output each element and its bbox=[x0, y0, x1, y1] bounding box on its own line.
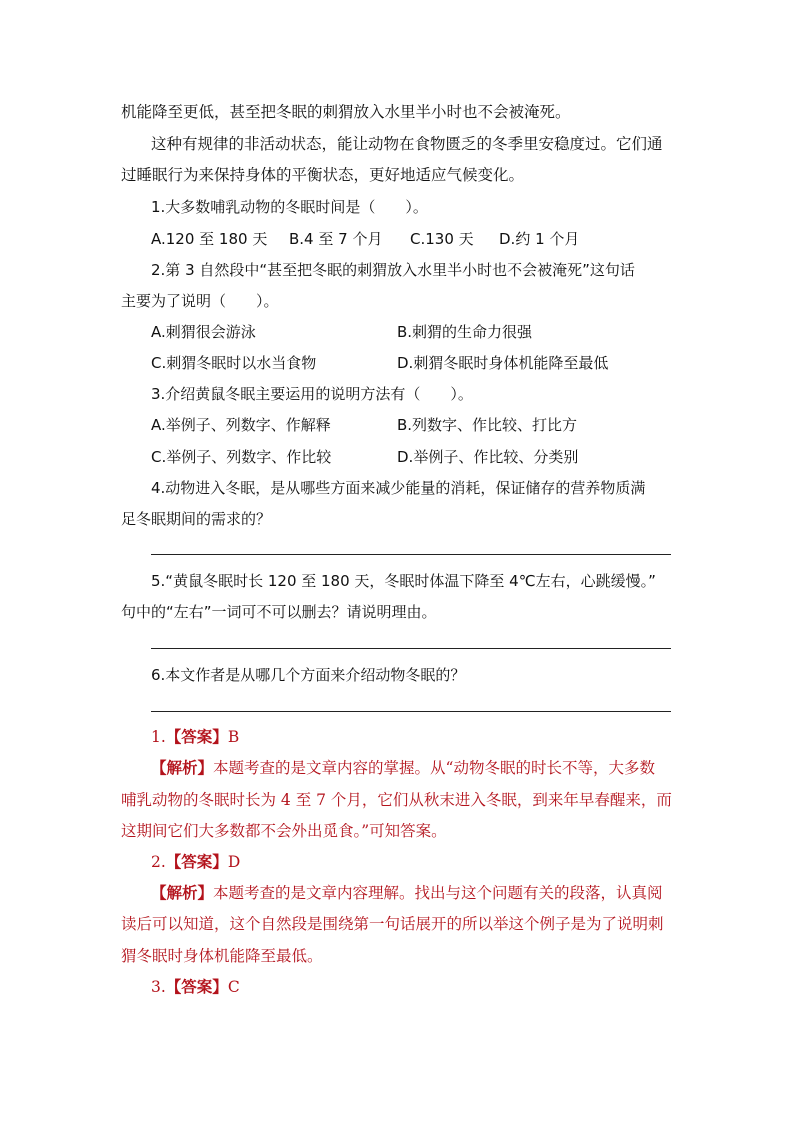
question-3-option-d[interactable]: D.举例子、作比较、分类别 bbox=[397, 448, 579, 466]
passage-paragraph-line: 这种有规律的非活动状态，能让动物在食物匮乏的冬季里安稳度过。它们通 bbox=[151, 135, 663, 153]
question-1-stem: 1.大多数哺乳动物的冬眠时间是（ ）。 bbox=[151, 198, 428, 216]
answer-2-analysis-label: 【解析】 bbox=[151, 884, 214, 902]
answer-1-analysis-line: 哺乳动物的冬眠时长为 4 至 7 个月，它们从秋末进入冬眠，到来年早春醒来，而 bbox=[121, 791, 672, 809]
answer-2-value: D bbox=[227, 853, 241, 871]
answer-3-label: 【答案】 bbox=[165, 978, 228, 996]
answer-2-label: 【答案】 bbox=[165, 853, 228, 871]
answer-1-analysis-line: 这期间它们大多数都不会外出觅食。”可知答案。 bbox=[121, 822, 447, 840]
answer-3-value: C bbox=[227, 978, 240, 996]
passage-paragraph-line: 过睡眠行为来保持身体的平衡状态，更好地适应气候变化。 bbox=[121, 166, 525, 184]
question-3-option-c[interactable]: C.举例子、列数字、作比较 bbox=[151, 448, 332, 466]
question-2-option-c[interactable]: C.刺猬冬眠时以水当食物 bbox=[151, 354, 317, 372]
question-2-stem-cont: 主要为了说明（ ）。 bbox=[121, 292, 279, 310]
answer-2 bbox=[151, 851, 240, 873]
question-4-stem: 4.动物进入冬眠，是从哪些方面来减少能量的消耗，保证储存的营养物质满 bbox=[151, 479, 646, 497]
answer-3-number: 3. bbox=[151, 978, 166, 996]
question-2-option-a[interactable]: A.刺猬很会游泳 bbox=[151, 323, 256, 341]
answer-3 bbox=[151, 976, 240, 998]
question-2-option-d[interactable]: D.刺猬冬眠时身体机能降至最低 bbox=[397, 354, 609, 372]
question-2-option-b[interactable]: B.刺猬的生命力很强 bbox=[397, 323, 533, 341]
answer-2-analysis bbox=[151, 882, 663, 904]
question-4-stem-cont: 足冬眠期间的需求的？ bbox=[121, 510, 272, 528]
answer-1-value: B bbox=[227, 728, 240, 746]
question-4-answer-line[interactable] bbox=[151, 554, 671, 555]
answer-1-analysis-label: 【解析】 bbox=[151, 759, 214, 777]
question-5-stem: 5.“黄鼠冬眠时长 120 至 180 天，冬眠时体温下降至 4℃左右，心跳缓慢。” bbox=[151, 572, 656, 590]
question-3-stem: 3.介绍黄鼠冬眠主要运用的说明方法有（ ）。 bbox=[151, 385, 473, 403]
question-3-option-b[interactable]: B.列数字、作比较、打比方 bbox=[397, 416, 578, 434]
passage-paragraph-tail: 机能降至更低，甚至把冬眠的刺猬放入水里半小时也不会被淹死。 bbox=[121, 103, 571, 121]
answer-2-analysis-line: 读后可以知道，这个自然段是围绕第一句话展开的所以举这个例子是为了说明刺 bbox=[121, 915, 664, 933]
answer-1-number: 1. bbox=[151, 728, 166, 746]
answer-2-analysis-line: 猬冬眠时身体机能降至最低。 bbox=[121, 947, 323, 965]
question-2-stem: 2.第 3 自然段中“甚至把冬眠的刺猬放入水里半小时也不会被淹死”这句话 bbox=[151, 261, 635, 279]
question-1-option-a[interactable]: A.120 至 180 天 bbox=[151, 230, 268, 248]
question-1-option-c[interactable]: C.130 天 bbox=[410, 230, 474, 248]
answer-1-analysis-text: 本题考查的是文章内容的掌握。从“动物冬眠的时长不等，大多数 bbox=[213, 759, 655, 777]
answer-1 bbox=[151, 726, 239, 748]
question-1-option-d[interactable]: D.约 1 个月 bbox=[499, 230, 580, 248]
answer-2-analysis-text: 本题考查的是文章内容理解。找出与这个问题有关的段落，认真阅 bbox=[213, 884, 663, 902]
answer-2-number: 2. bbox=[151, 853, 166, 871]
question-6-stem: 6.本文作者是从哪几个方面来介绍动物冬眠的？ bbox=[151, 666, 466, 684]
answer-1-analysis bbox=[151, 757, 655, 779]
question-6-answer-line[interactable] bbox=[151, 711, 671, 712]
question-3-option-a[interactable]: A.举例子、列数字、作解释 bbox=[151, 416, 331, 434]
question-1-option-b[interactable]: B.4 至 7 个月 bbox=[289, 230, 383, 248]
question-5-stem-cont: 句中的“左右”一词可不可以删去？请说明理由。 bbox=[121, 603, 437, 621]
question-5-answer-line[interactable] bbox=[151, 648, 671, 649]
answer-1-label: 【答案】 bbox=[165, 728, 228, 746]
